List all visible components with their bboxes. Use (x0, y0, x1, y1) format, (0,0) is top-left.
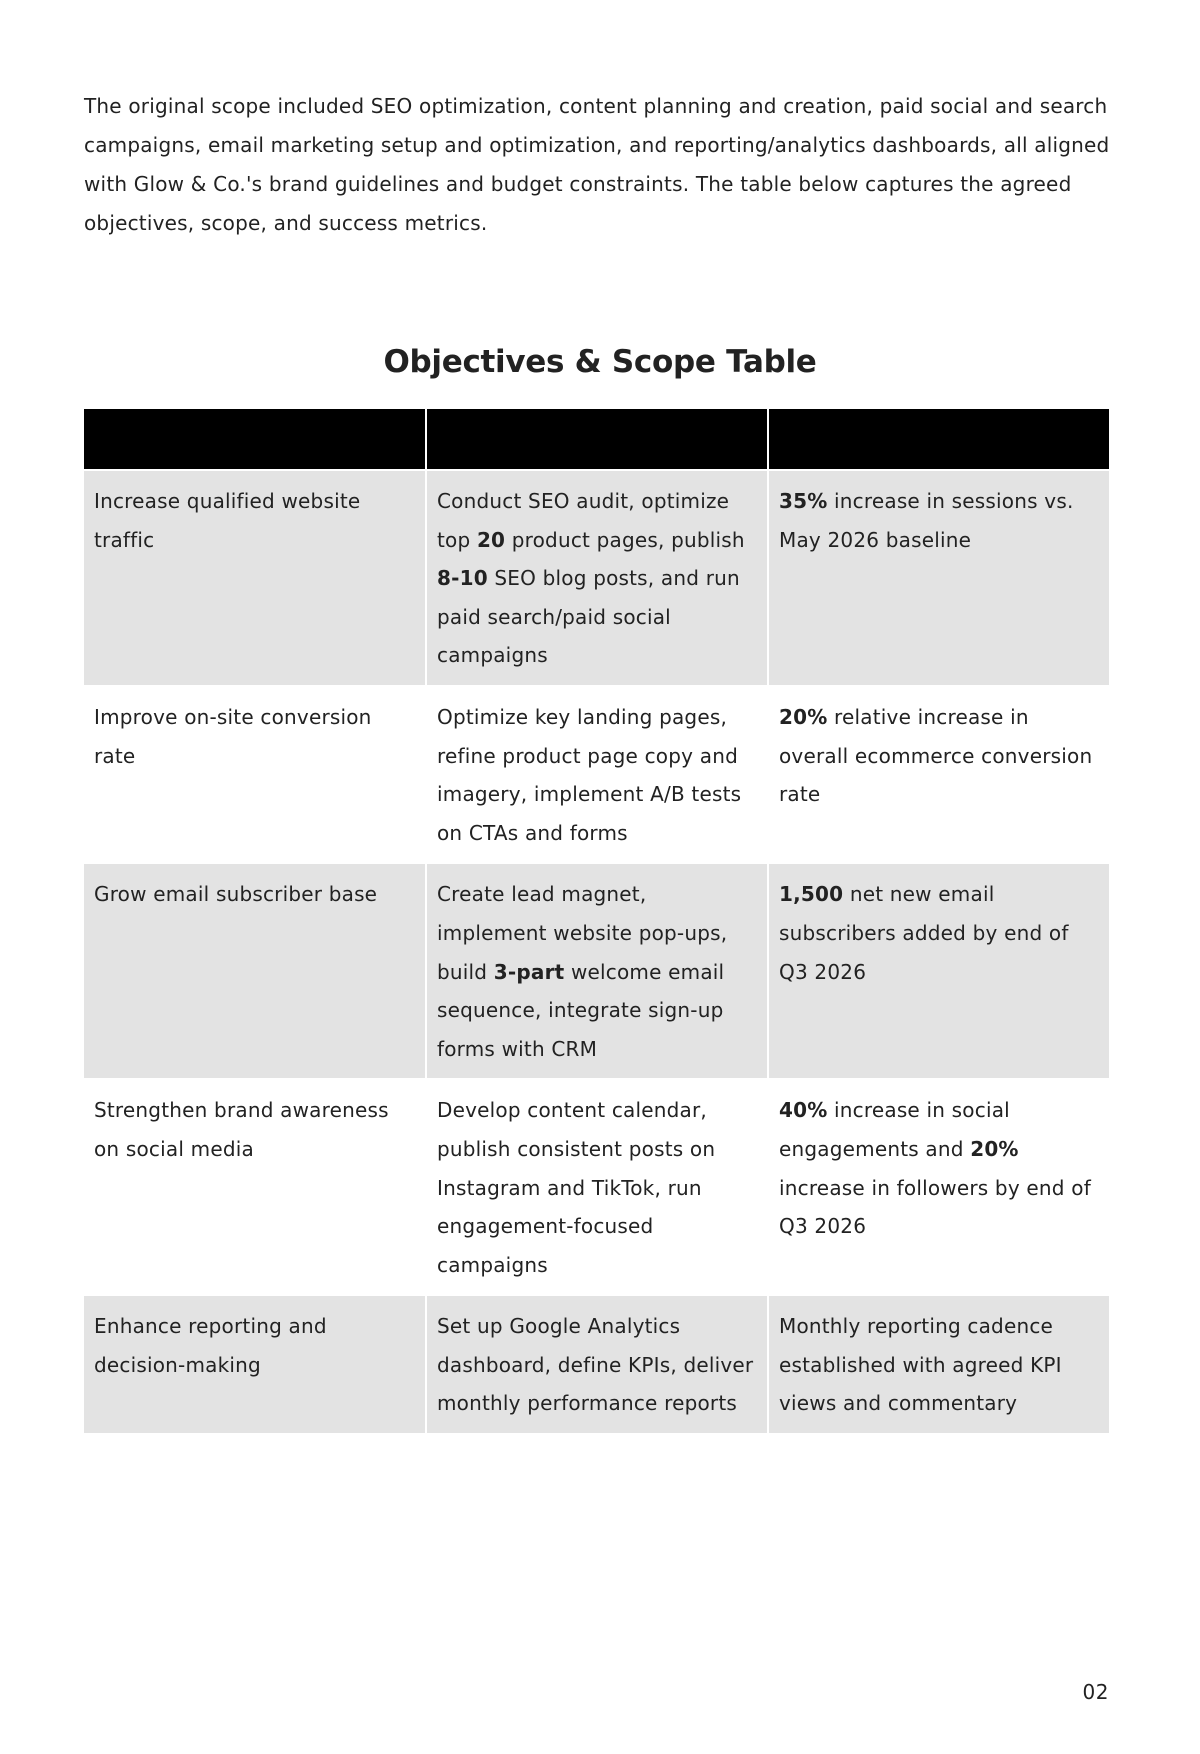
scope-cell (426, 1079, 768, 1295)
bold-text: 35% (779, 489, 828, 513)
text-segment: increase in social engagements and (779, 1098, 1010, 1161)
objective-cell (84, 686, 426, 863)
table-row (84, 686, 1109, 863)
metric-cell (768, 1079, 1109, 1295)
metric-text (779, 1091, 1099, 1245)
scope-cell (426, 1295, 768, 1433)
text-segment: welcome email sequence, integrate sign-up forms with CRM (437, 959, 725, 1061)
objective-cell (84, 863, 426, 1079)
bold-text: 8-10 (437, 566, 488, 591)
text-segment: Set up Google Analytics dashboard, define KPIs, deliver monthly performance reports (437, 1314, 754, 1416)
text-segment: Create lead magnet, implement website pop-ups, build (437, 882, 728, 984)
page-number: 02 (1082, 1680, 1109, 1704)
bold-text: 3-part (493, 959, 565, 984)
metric-text (779, 875, 1099, 991)
scope-cell (426, 470, 768, 686)
scope-text (437, 698, 757, 852)
objective-text: Improve on-site conversion rate (94, 704, 372, 768)
bold-text: 1,500 (779, 882, 844, 907)
metric-cell (768, 470, 1109, 686)
bold-text: 20% (970, 1136, 1019, 1161)
metric-text (779, 698, 1099, 814)
scope-text (437, 1307, 757, 1423)
metric-cell (768, 1295, 1109, 1433)
bold-text: 40% (779, 1098, 828, 1123)
scope-cell (426, 686, 768, 863)
scope-text (437, 482, 757, 675)
metric-text (779, 482, 1099, 559)
objective-cell (84, 1079, 426, 1295)
table-row (84, 863, 1109, 1079)
objective-cell (84, 470, 426, 686)
scope-cell (426, 863, 768, 1079)
metric-cell (768, 863, 1109, 1079)
text-segment: SEO blog posts, and run paid search/paid social campaigns (437, 566, 740, 668)
bold-text: 20% (779, 704, 828, 729)
metric-cell (768, 686, 1109, 863)
metric-text (779, 1307, 1099, 1423)
text-segment: relative increase in overall ecommerce conversion rate (779, 704, 1093, 807)
text-segment: net new email subscribers added by end of Q3 2026 (779, 882, 1069, 984)
bold-text: 20 (476, 527, 506, 552)
text-segment: Develop content calendar, publish consistent posts on Instagram and TikTok, run engagement-focused campaigns (437, 1098, 716, 1277)
scope-text (437, 1091, 757, 1284)
text-segment: Optimize key landing pages, refine product page copy and imagery, implement A/B tests on CTAs and forms (437, 704, 742, 845)
section-title: Objectives & Scope Table (383, 344, 817, 380)
table-row (84, 1295, 1109, 1433)
table-body (84, 470, 1109, 1433)
objectives-scope-table (84, 409, 1109, 1433)
objective-text: Increase qualified website traffic (94, 489, 361, 552)
text-segment: Conduct SEO audit, optimize top (437, 489, 730, 552)
objective-text: Strengthen brand awareness on social media (94, 1098, 389, 1161)
table-header-cell (84, 409, 426, 470)
table-header-cell (768, 409, 1109, 470)
table-row (84, 470, 1109, 686)
table-header-cell (426, 409, 768, 470)
objective-text: Enhance reporting and decision-making (94, 1314, 327, 1377)
objective-text: Grow email subscriber base (94, 882, 378, 907)
text-segment: increase in sessions vs. May 2026 baseline (779, 489, 1074, 552)
text-segment: increase in followers by end of Q3 2026 (779, 1175, 1091, 1239)
scope-text (437, 875, 757, 1068)
intro-paragraph: The original scope included SEO optimization, content planning and creation, paid social and search campaigns, email marketing setup and optimization, and reporting/analytics dashboards, all aligned with Glow & Co.'s brand guidelines and budget constraints. The table below captures the agreed objectives, scope, and success metrics. (84, 94, 1110, 235)
table-header-row (84, 409, 1109, 470)
objective-cell (84, 1295, 426, 1433)
text-segment: Monthly reporting cadence established with agreed KPI views and commentary (779, 1314, 1062, 1416)
table-row (84, 1079, 1109, 1295)
text-segment: product pages, publish (505, 527, 745, 552)
